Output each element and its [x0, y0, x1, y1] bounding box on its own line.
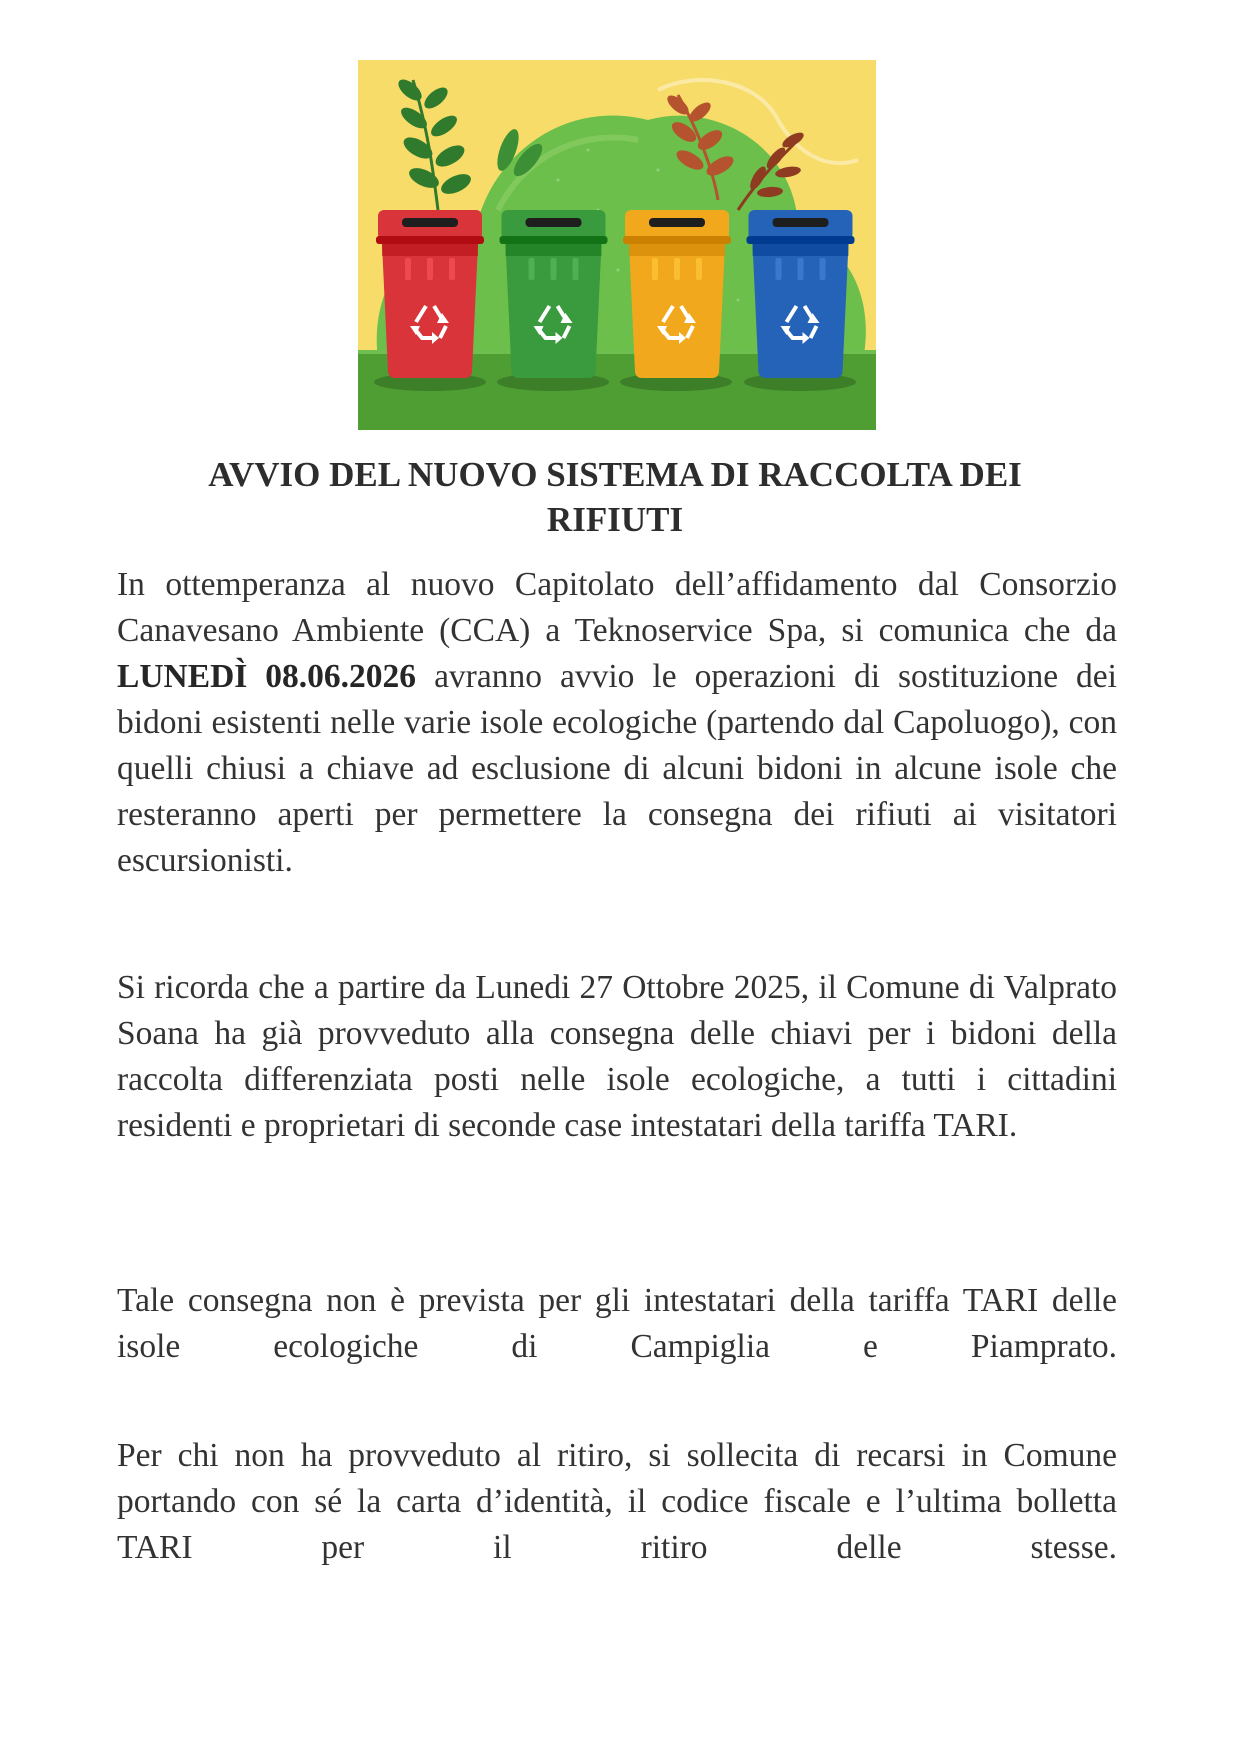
paragraph-exclusion: Tale consegna non è prevista per gli intestatari della tariffa TARI delle isole ecologiche di Campiglia e Piamprato. — [117, 1282, 1117, 1365]
yellow-bin — [623, 210, 731, 378]
start-date: LUNEDÌ 08.06.2026 — [117, 658, 417, 695]
notice-title-line2: RIFIUTI — [546, 500, 684, 539]
blue-bin-slot — [773, 218, 829, 227]
red-bin — [376, 210, 484, 378]
green-bin-slot — [526, 218, 582, 227]
recycling-bins-illustration — [358, 60, 876, 430]
paragraph-operations-start-text2: avranno avvio le operazioni di sostituzione dei bidoni esistenti nelle varie isole ecologiche (partendo dal Capoluogo), con quelli chiusi a chiave ad esclusione di alcuni bidoni in alcune isole che resteranno aperti per permettere la consegna dei rifiuti ai visitatori escursionisti. — [117, 658, 1117, 879]
red-bin-slot — [402, 218, 458, 227]
green-bin — [500, 210, 608, 378]
paragraph-operations-start-text1: In ottemperanza al nuovo Capitolato dell’affidamento dal Consorzio Canavesano Ambiente (CCA) a Teknoservice Spa, si comunica che da — [117, 566, 1117, 649]
notice-title-line1: AVVIO DEL NUOVO SISTEMA DI RACCOLTA DEI — [208, 455, 1022, 494]
notice-title — [110, 452, 1120, 542]
paragraph-pickup-reminder: Per chi non ha provveduto al ritiro, si sollecita di recarsi in Comune portando con sé la carta d’identità, il codice fiscale e l’ultima bolletta TARI per il ritiro delle stesse. — [117, 1437, 1117, 1566]
yellow-bin-slot — [649, 218, 705, 227]
blue-bin — [747, 210, 855, 378]
paragraph-key-delivery: Si ricorda che a partire da Lunedi 27 Ottobre 2025, il Comune di Valprato Soana ha già provveduto alla consegna delle chiavi per i bidoni della raccolta differenziata posti nelle isole ecologiche, a tutti i cittadini residenti e proprietari di seconde case intestatari della tariffa TARI. — [117, 969, 1117, 1144]
recycling-bins-svg — [358, 60, 876, 430]
paragraph-operations-start — [117, 562, 1117, 884]
